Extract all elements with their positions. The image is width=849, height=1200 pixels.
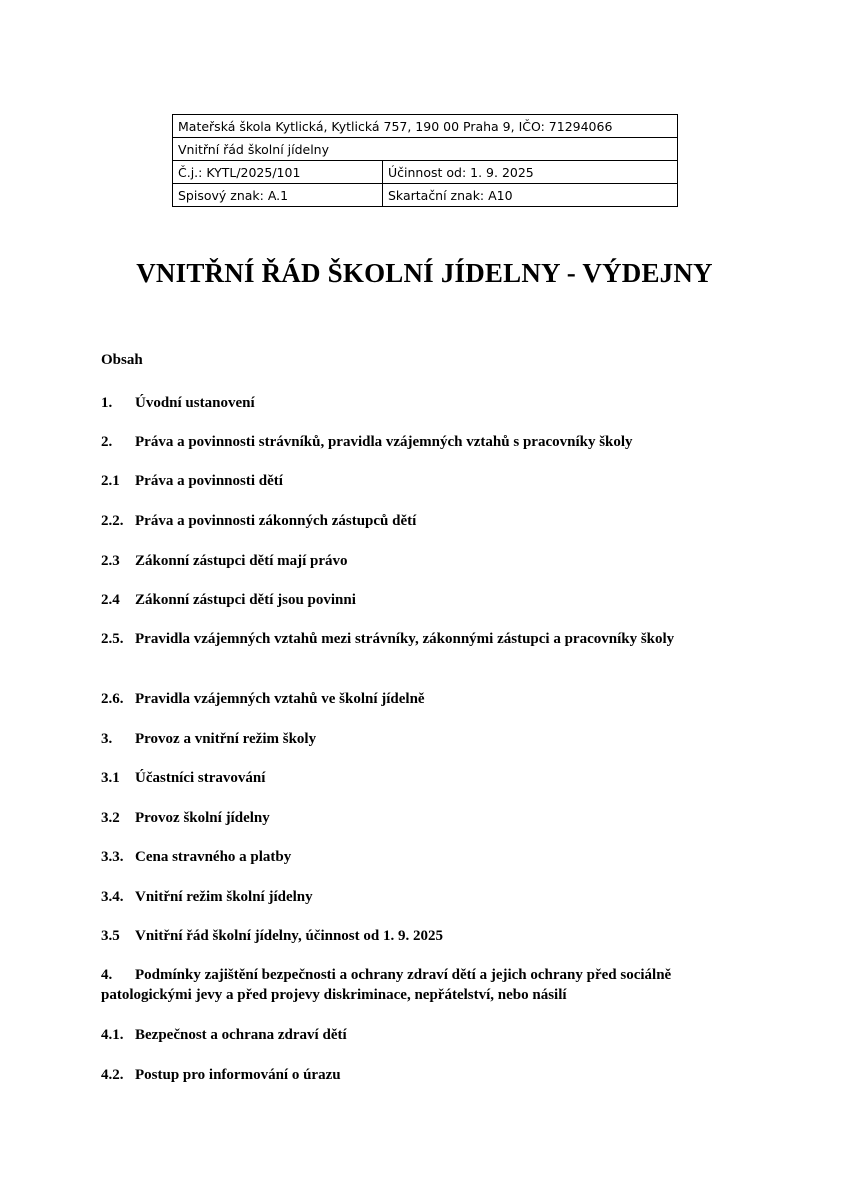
toc-item-number: 3.1: [101, 770, 120, 786]
toc-item-number: 4.: [101, 967, 113, 983]
toc-item-number: 2.5.: [101, 631, 124, 647]
page-title: VNITŘNÍ ŘÁD ŠKOLNÍ JÍDELNY - VÝDEJNY: [136, 258, 713, 288]
file-mark-cell: Spisový znak: A.1: [173, 184, 383, 207]
toc-item-number: 3.: [101, 731, 113, 747]
toc-item: [101, 511, 761, 531]
toc-item: [101, 432, 761, 452]
toc-item: [101, 551, 761, 571]
toc-item-text: Pravidla vzájemných vztahů mezi strávníky, zákonnými zástupci a pracovníky školy: [135, 631, 675, 647]
toc-item-text: Provoz školní jídelny: [135, 810, 270, 826]
toc-item-number: 4.1.: [101, 1027, 124, 1043]
toc-item: [101, 729, 761, 749]
toc-item: [101, 689, 761, 709]
toc-item: [101, 965, 761, 1005]
toc-item-number: 2.: [101, 434, 113, 450]
toc-item: [101, 393, 761, 413]
toc-item-number: 1.: [101, 395, 113, 411]
toc-item-number: 3.4.: [101, 889, 124, 905]
toc-item-text: Práva a povinnosti dětí: [135, 473, 283, 489]
toc-item-number: 2.1: [101, 473, 120, 489]
toc-item-number: 3.2: [101, 810, 120, 826]
toc-item: [101, 768, 761, 788]
toc-item-text: Pravidla vzájemných vztahů ve školní jídelně: [135, 691, 425, 707]
toc-item-text: Postup pro informování o úrazu: [135, 1067, 341, 1083]
toc-item-text: Cena stravného a platby: [135, 849, 292, 865]
toc-item-text: Bezpečnost a ochrana zdraví dětí: [135, 1027, 347, 1043]
toc-item-text: Účastníci stravování: [135, 770, 266, 786]
toc-item-number: 3.3.: [101, 849, 124, 865]
toc-item-number: 2.4: [101, 592, 120, 608]
toc-item: [101, 1025, 761, 1045]
toc-heading: Obsah: [101, 352, 143, 368]
toc-item-number: 2.3: [101, 553, 120, 569]
toc-item-number: 2.6.: [101, 691, 124, 707]
reference-number-cell: Č.j.: KYTL/2025/101: [173, 161, 383, 184]
school-info-cell: Mateřská škola Kytlická, Kytlická 757, 190 00 Praha 9, IČO: 71294066: [173, 115, 678, 138]
toc-item: [101, 471, 761, 491]
toc-item: [101, 629, 761, 649]
toc-item: [101, 590, 761, 610]
toc-item-number: 4.2.: [101, 1067, 124, 1083]
toc-item: [101, 808, 761, 828]
toc-item-text: Práva a povinnosti strávníků, pravidla vzájemných vztahů s pracovníky školy: [135, 434, 633, 450]
toc-item-text: Vnitřní řád školní jídelny, účinnost od 1. 9. 2025: [135, 928, 443, 944]
toc-item-text: Úvodní ustanovení: [135, 395, 255, 411]
toc-item-number: 2.2.: [101, 513, 124, 529]
toc-item: [101, 926, 761, 946]
toc-item-text: Zákonní zástupci dětí jsou povinni: [135, 592, 356, 608]
shredding-mark-cell: Skartační znak: A10: [383, 184, 678, 207]
toc-item-text: Práva a povinnosti zákonných zástupců dětí: [135, 513, 417, 529]
toc-item: [101, 1065, 761, 1085]
effective-date-cell: Účinnost od: 1. 9. 2025: [383, 161, 678, 184]
toc-item: [101, 847, 761, 867]
toc-item-text: Podmínky zajištění bezpečnosti a ochrany zdraví dětí a jejich ochrany před sociálně patologickými jevy a před projevy diskriminace, nepřátelství, nebo násilí: [101, 967, 672, 1003]
toc-item-text: Vnitřní režim školní jídelny: [135, 889, 313, 905]
toc-item-text: Provoz a vnitřní režim školy: [135, 731, 317, 747]
toc-item-number: 3.5: [101, 928, 120, 944]
toc-item-text: Zákonní zástupci dětí mají právo: [135, 553, 348, 569]
document-name-cell: Vnitřní řád školní jídelny: [173, 138, 678, 161]
toc-item: [101, 887, 761, 907]
document-header-table: [172, 114, 678, 207]
